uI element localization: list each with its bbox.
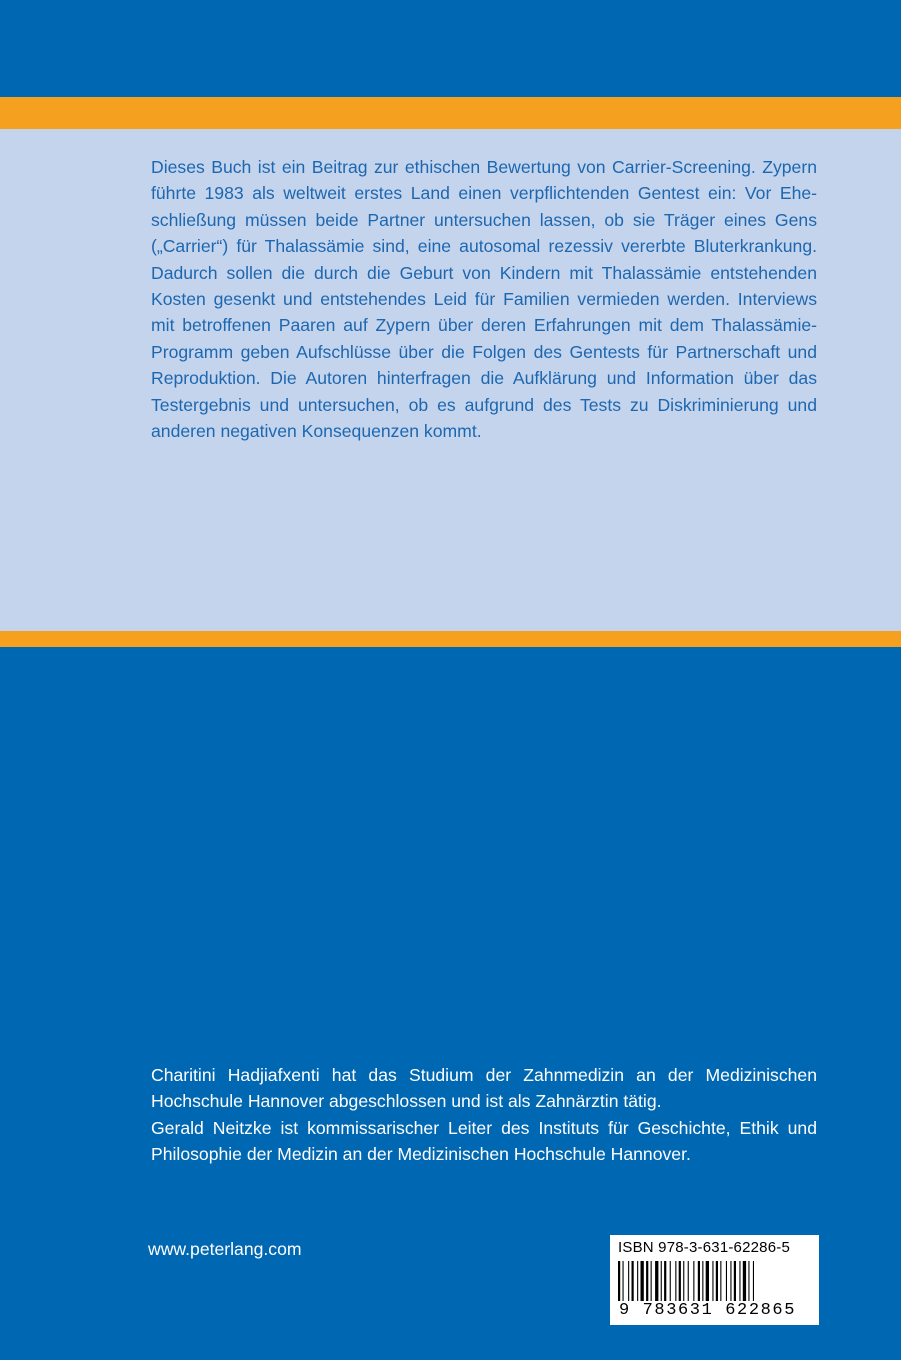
isbn-label: ISBN 978-3-631-62286-5	[618, 1239, 791, 1256]
orange-stripe-bottom	[0, 631, 901, 647]
top-band	[0, 0, 901, 97]
author-bio-neitzke: Gerald Neitzke ist kommissarischer Leiter des Instituts für Geschichte, Ethik und Philosophie der Medizin an der Medizinischen Hochschule Hannover.	[151, 1117, 817, 1165]
barcode-digit-text: 9 783631 622865	[619, 1301, 797, 1320]
author-bios	[151, 1062, 817, 1168]
isbn-barcode	[610, 1235, 819, 1325]
publisher-website[interactable]: www.peterlang.com	[148, 1239, 302, 1259]
orange-stripe-top	[0, 97, 901, 129]
author-bio-hadjiafxenti: Charitini Hadjiafxenti hat das Studium der Zahnmedizin an der Medizinischen Hochschule Hannover abgeschlossen und ist als Zahnärztin tätig.	[151, 1065, 817, 1112]
book-blurb: Dieses Buch ist ein Beitrag zur ethischen Bewertung von Carrier-Screening. Zypern führte 1983 als weltweit erstes Land einen verpflichtenden Gentest ein: Vor Eheschließung müssen beide Partner untersuchen lassen, ob sie Träger eines Gens („Carrier“) für Thalassämie sind, eine autosomal rezessiv vererbte Bluterkrankung. Dadurch sollen die durch die Geburt von Kindern mit Thalassämie entstehenden Kosten gesenkt und entstehendes Leid für Familien vermieden werden. Interviews mit betroffenen Paaren auf Zypern über deren Erfahrungen mit dem Thalassämie-Programm geben Aufschlüsse über die Folgen des Gentests für Partnerschaft und Reproduktion. Die Autoren hinterfragen die Aufklärung und Information über das Testergebnis und untersuchen, ob es aufgrund des Tests zu Diskriminierung und anderen negativen Konsequenzen kommt.	[151, 157, 817, 442]
barcode-digits	[618, 1301, 812, 1320]
